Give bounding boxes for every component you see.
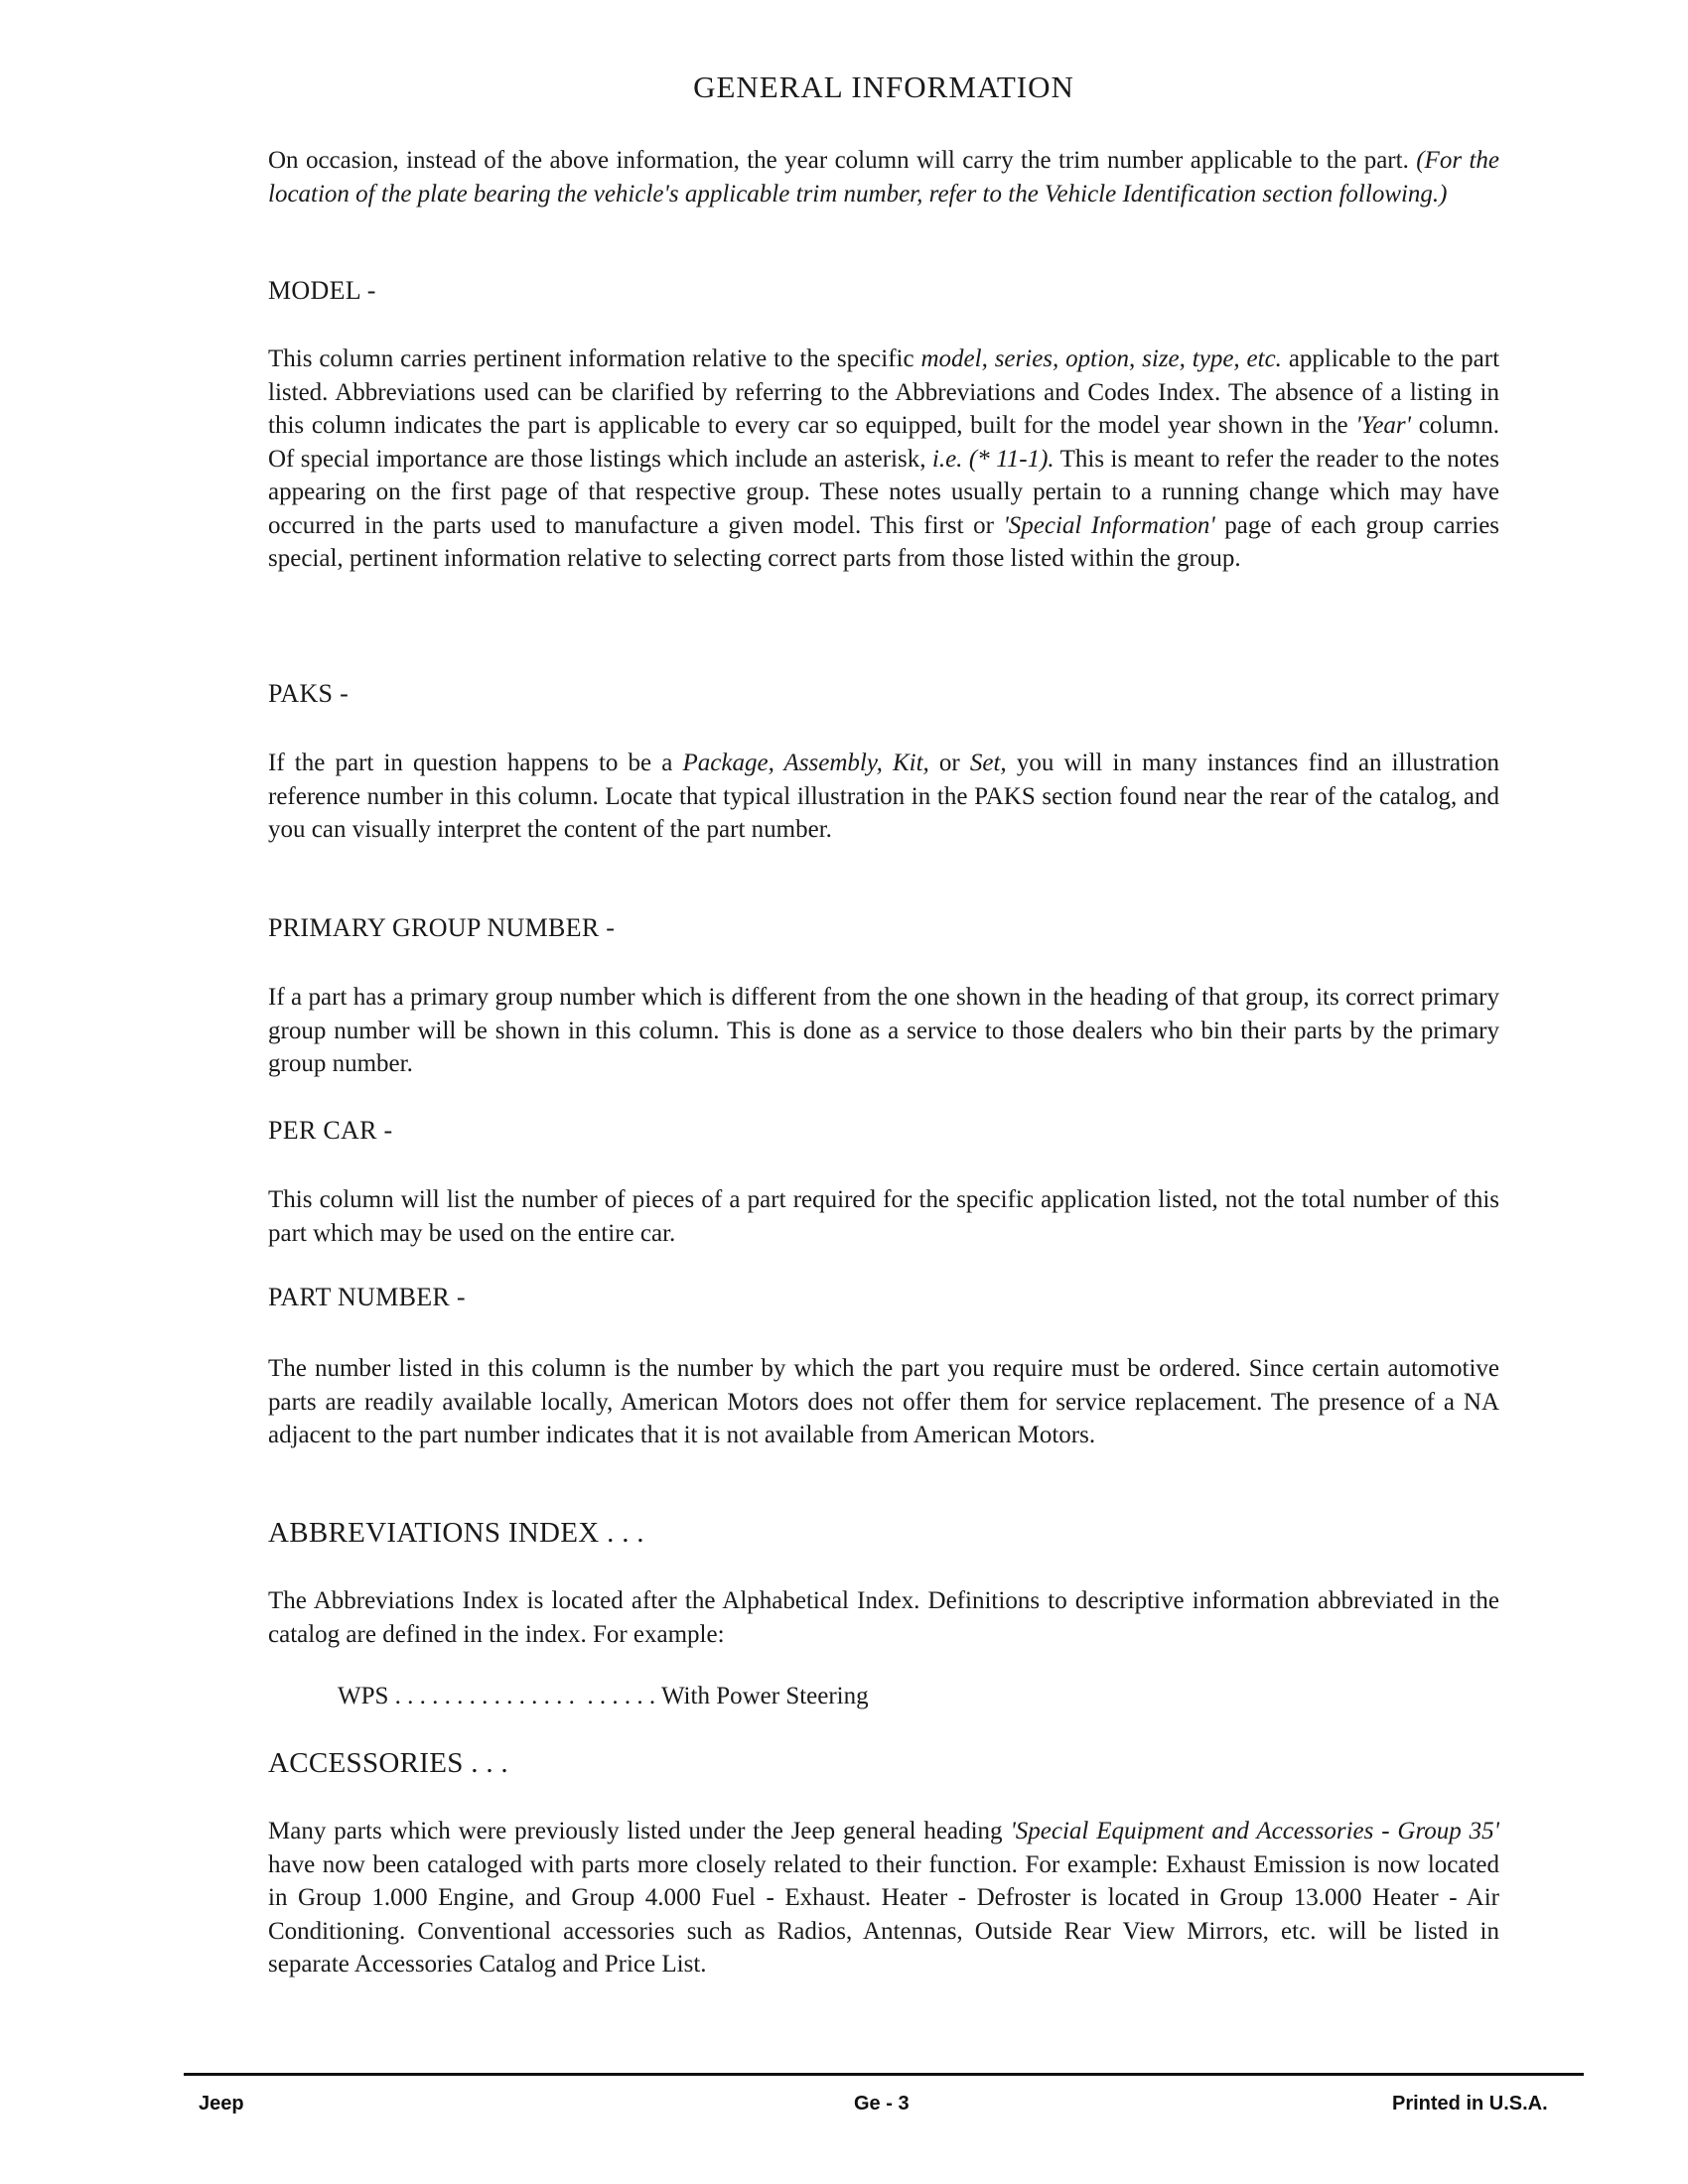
model-italic-3: i.e. (* 11-1). <box>931 445 1055 473</box>
accessories-heading: ACCESSORIES . . . <box>268 1747 508 1779</box>
footer-brand: Jeep <box>199 2093 244 2115</box>
paks-italic-2: Set, <box>969 750 1007 776</box>
abbreviations-paragraph: The Abbreviations Index is located after the Alphabetical Index. Definitions to descriptive information abbreviated in the catalog are defined in the index. For example: <box>268 1587 1499 1648</box>
footer-page-number: Ge - 3 <box>854 2093 910 2115</box>
paks-text-1: If the part in question happens to be a <box>268 750 673 776</box>
accessories-text-1: Many parts which were previously listed under the Jeep general heading <box>268 1818 1003 1844</box>
model-text-2: applicable to the part listed. Abbreviations used can be clarified by referring to the Abbreviations and Codes Index. The absence of a listing in this column indicates the part is applicable to every car so equipped, built for the model year shown in the <box>268 345 1500 439</box>
per-car-paragraph: This column will list the number of pieces of a part required for the specific application listed, not the total number of this part which may be used on the entire car. <box>268 1186 1499 1247</box>
abbreviations-heading: ABBREVIATIONS INDEX . . . <box>268 1517 644 1549</box>
paks-heading: PAKS - <box>268 679 350 708</box>
accessories-italic-1: 'Special Equipment and Accessories - Group 35' <box>1010 1818 1499 1844</box>
page-title: GENERAL INFORMATION <box>693 69 1074 104</box>
primary-group-paragraph: If a part has a primary group number which is different from the one shown in the heading of that group, its correct primary group number will be shown in this column. This is done as a service to those dealers who bin their parts by the primary group number. <box>268 984 1499 1077</box>
paks-italic-1: Package, Assembly, Kit, <box>682 750 929 776</box>
model-paragraph <box>268 342 1499 576</box>
footer-rule <box>184 2073 1584 2076</box>
accessories-paragraph <box>268 1815 1499 1981</box>
paks-text-3: you will in many instances find an illustration reference number in this column. Locate that typical illustration in the PAKS section found near the rear of the catalog, and you can visually interpret the content of the part number. <box>268 750 1500 843</box>
paks-text-2: or <box>938 750 960 776</box>
intro-text: On occasion, instead of the above information, the year column will carry the trim number applicable to the part. <box>268 147 1409 174</box>
model-italic-4: 'Special Information' <box>1003 511 1215 539</box>
model-text-1: This column carries pertinent information relative to the specific <box>268 345 914 372</box>
model-text-3: column. Of special importance are those listings which include an asterisk, <box>268 412 1499 473</box>
intro-italic: (For the location of the plate bearing the vehicle's applicable trim number, refer to the Vehicle Identification section following.) <box>268 147 1500 207</box>
part-number-heading: PART NUMBER - <box>268 1283 466 1311</box>
intro-paragraph <box>268 144 1499 210</box>
abbreviation-example: WPS . . . . . . . . . . . . . . . . . . . . . With Power Steering <box>338 1683 869 1709</box>
per-car-heading: PER CAR - <box>268 1116 393 1145</box>
accessories-text-2: have now been cataloged with parts more closely related to their function. For example: Exhaust Emission is now located in Group 1.000 Engine, and Group 4.000 Fuel - Exhaust. Heater - Defroster is located in Group 13.000 Heater - Air Conditioning. Conventional accessories such as Radios, Antennas, Outside Rear View Mirrors, etc. will be listed in separate Accessories Catalog and Price List. <box>268 1850 1499 1978</box>
paks-paragraph <box>268 747 1499 847</box>
model-italic-2: 'Year' <box>1355 412 1412 439</box>
part-number-paragraph: The number listed in this column is the number by which the part you require must be ordered. Since certain automotive parts are readily available locally, American Motors does not offer them for service replacement. The presence of a NA adjacent to the part number indicates that it is not available from American Motors. <box>268 1355 1499 1448</box>
model-text-4: This is meant to refer the reader to the notes appearing on the first page of that respective group. These notes usually pertain to a running change which may have occurred in the parts used to manufacture a given model. This first or <box>268 445 1499 539</box>
primary-group-heading: PRIMARY GROUP NUMBER - <box>268 913 616 942</box>
footer-printed: Printed in U.S.A. <box>1392 2093 1548 2115</box>
model-heading: MODEL - <box>268 276 376 305</box>
model-text-5: page of each group carries special, pertinent information relative to selecting correct parts from those listed within the group. <box>268 511 1500 572</box>
model-italic-1: model, series, option, size, type, etc. <box>920 345 1282 372</box>
